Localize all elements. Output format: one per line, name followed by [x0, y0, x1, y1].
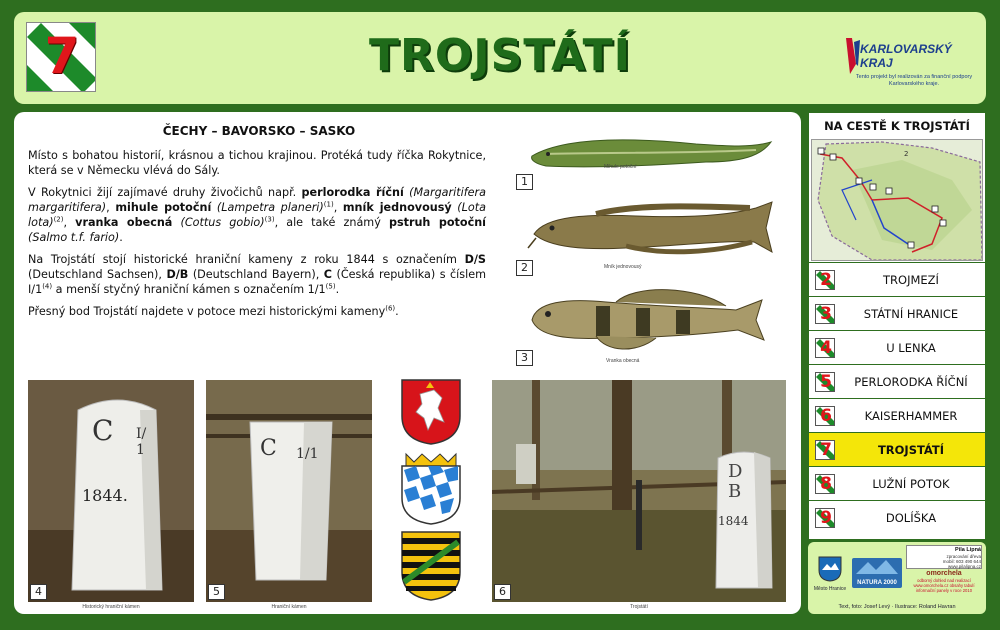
route-label: TROJSTÁTÍ — [877, 443, 945, 457]
route-badge-icon: 7 — [815, 440, 835, 460]
photo-historic-stone — [28, 380, 194, 602]
route-badge-icon: 5 — [815, 372, 835, 392]
route-badge-icon: 3 — [815, 304, 835, 324]
route-label: STÁTNÍ HRANICE — [863, 307, 959, 321]
saxony-coat-of-arms-icon — [400, 530, 462, 602]
route-item-perlorodka[interactable] — [809, 364, 985, 398]
town-crest-icon — [818, 556, 842, 582]
sidebar-title: NA CESTĚ K TROJSTÁTÍ — [824, 119, 970, 133]
article-body — [28, 148, 486, 326]
photo-tripoint — [492, 380, 786, 602]
route-item-trojstati[interactable] — [809, 432, 985, 466]
karlovarsky-kraj-logo — [844, 26, 979, 96]
stone-letters: D B — [728, 461, 743, 502]
route-item-u-lenka[interactable] — [809, 330, 985, 364]
route-item-doliska[interactable] — [809, 500, 985, 534]
photo-caption: Historický hraniční kámen — [82, 604, 140, 610]
natura-logo: NATURA 2000 — [852, 558, 902, 588]
route-badge-icon: 4 — [815, 338, 835, 358]
route-item-trojmezi[interactable] — [809, 262, 985, 296]
main-panel — [14, 112, 801, 614]
route-badge-icon: 6 — [815, 406, 835, 426]
fish-caption: Mník jednovousý — [604, 264, 642, 270]
paragraph-3: Na Trojstátí stojí historické hraniční kameny z roku 1844 s označením D/S (Deutschland Sachsen), D/B (Deutschland Bayern), C (Česká republika) s číslem I/1$^{(4)}$ a menší styčný hraniční kámen s označením 1/1$^{(5)}$. — [28, 253, 486, 296]
route-label: PERLORODKA ŘÍČNÍ — [854, 375, 968, 389]
route-label: DOLÍŠKA — [885, 511, 937, 525]
omorchela-logo: omorchela — [926, 570, 962, 577]
fish-number: 2 — [516, 260, 533, 276]
stone-mark: I/1 — [136, 426, 147, 458]
bullhead-illustration — [526, 280, 776, 356]
paragraph-4: Přesný bod Trojstátí najdete v potoce mezi historickými kameny$^{(6)}$. — [28, 304, 399, 318]
stone-mark: 1/1 — [296, 446, 319, 462]
route-badge-icon: 8 — [815, 474, 835, 494]
sponsor-box — [808, 542, 986, 614]
photo-number: 6 — [494, 584, 511, 600]
fish-number: 1 — [516, 174, 533, 190]
article-subtitle: ČECHY – BAVORSKO – SASKO — [162, 124, 356, 138]
lamprey-illustration — [526, 126, 776, 180]
pila-lipna-ad: Pila Lipná zpracování dřeva mobil: 603 490 644 www.pilalipna.cz — [906, 545, 982, 569]
route-badge-icon: 9 — [815, 508, 835, 528]
route-7-number: 7 — [44, 27, 80, 85]
route-label: LUŽNÍ POTOK — [872, 477, 950, 491]
route-item-statni-hranice[interactable] — [809, 296, 985, 330]
page-title: TROJSTÁTÍ — [369, 30, 631, 81]
czech-coat-of-arms-icon — [400, 378, 462, 446]
fish-caption: Vranka obecná — [606, 358, 640, 364]
route-label: TROJMEZÍ — [883, 273, 939, 287]
town-label: Město Hranice — [813, 586, 847, 592]
map-label: 2 — [904, 150, 909, 158]
route-sidebar — [808, 112, 986, 540]
fish-caption: Mihule potoční — [604, 164, 637, 170]
paragraph-2: V Rokytnici žijí zajímavé druhy živočichů např. perlorodka říční (Margaritifera margaritifera), mihule potoční (Lampetra planeri)$^{(1)}$, mník jednovousý (Lota lota)$^{(2)}$, vranka obecná (Cottus gobio)$^{(3)}$, ale také známý pstruh potoční (Salmo t.f. fario). — [28, 186, 487, 244]
route-item-kaiserhammer[interactable] — [809, 398, 985, 432]
bavaria-coat-of-arms-icon — [400, 452, 462, 526]
photo-number: 5 — [208, 584, 225, 600]
stone-letter: C — [260, 436, 277, 461]
sponsor-name: KARLOVARSKÝ KRAJ — [860, 42, 952, 70]
route-badge-icon: 2 — [815, 270, 835, 290]
credits: Text, foto: Josef Levý · Ilustrace: Roland Havran — [838, 604, 956, 610]
route-label: U LENKA — [886, 341, 936, 355]
stone-year: 1844. — [82, 486, 128, 505]
route-label: KAISERHAMMER — [864, 409, 958, 423]
photo-caption: Hraniční kámen — [271, 604, 307, 610]
photo-caption: Trojstátí — [630, 604, 648, 610]
sponsor-note: Tento projekt byl realizován za finanční podpory Karlovarského kraje. — [855, 74, 973, 87]
expert-note: odborný dohled nad realizací www.omorchela.cz obsahy tabulí informační panely v roce 2010 — [913, 578, 975, 593]
route-item-luzni-potok[interactable] — [809, 466, 985, 500]
route-7-logo — [26, 22, 96, 92]
photo-number: 4 — [30, 584, 47, 600]
stone-letter: C — [92, 414, 114, 447]
photo-border-stone — [206, 380, 372, 602]
header-banner — [14, 12, 986, 104]
route-map[interactable] — [811, 139, 983, 261]
stone-year: 1844 — [718, 514, 749, 528]
burbot-illustration — [526, 194, 776, 264]
fish-number: 3 — [516, 350, 533, 366]
paragraph-1: Místo s bohatou historií, krásnou a tichou krajinou. Protéká tudy říčka Rokytnice, která se v Německu vlévá do Sály. — [28, 149, 486, 177]
